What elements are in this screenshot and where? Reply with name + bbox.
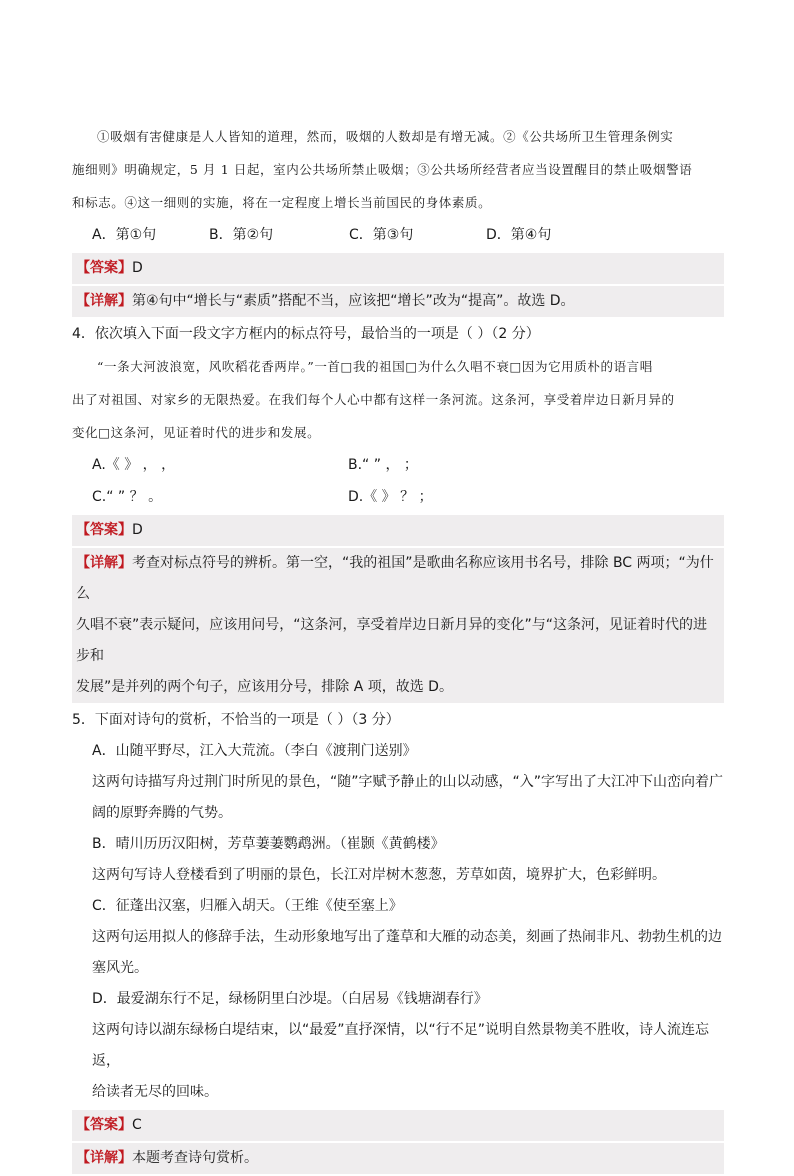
q5-option-c: C．征蓬出汉塞，归雁入胡天。（王维《使至塞上》 (92, 898, 403, 914)
q5-analysis-c: 这两句运用拟人的修辞手法，生动形象地写出了蓬草和大雁的动态美，刻画了热闹非凡、勃勃生机的边 (92, 929, 722, 945)
q4-stem: 4．依次填入下面一段文字方框内的标点符号，最恰当的一项是（ ）（2 分） (72, 326, 540, 342)
q5-analysis-c: 塞风光。 (92, 960, 148, 976)
q5-option-d: D．最爱湖东行不足，绿杨阴里白沙堤。（白居易《钱塘湖春行》 (92, 991, 488, 1007)
q5-detail (72, 1143, 724, 1174)
q5-analysis-b: 这两句写诗人登楼看到了明丽的景色，长江对岸树木葱葱，芳草如茵，境界扩大，色彩鲜明。 (92, 867, 666, 883)
q3-options (72, 219, 724, 251)
detail-tag: 【详解】 (76, 293, 132, 309)
q3-option-d: D．第④句 (486, 227, 552, 243)
detail-text: 发展”是并列的两个句子，应该用分号，排除 A 项，故选 D。 (76, 679, 453, 695)
answer-tag: 【答案】 (76, 1117, 132, 1133)
q4-option-a: A.《 》 ， ， (92, 457, 176, 473)
q4-passage (72, 350, 724, 449)
q3-passage-line: 施细则》明确规定，5 月 1 日起，室内公共场所禁止吸烟；③公共场所经营者应当设置醒目的禁止吸烟警语 (72, 162, 693, 177)
q3-passage-line: ①吸烟有害健康是人人皆知的道理，然而，吸烟的人数却是有增无减。②《公共场所卫生管理条例实 (97, 129, 674, 144)
q4-detail (72, 548, 724, 703)
q4-passage-line: 变化□这条河，见证着时代的进步和发展。 (72, 425, 321, 440)
answer-tag: 【答案】 (76, 260, 132, 276)
answer-value: C (132, 1117, 142, 1133)
q4-option-b: B.“ ” ， ； (348, 457, 418, 473)
q5-analysis-d: 给读者无尽的回味。 (92, 1084, 218, 1100)
detail-text: 第④句中“增长与“素质”搭配不当，应该把“增长”改为“提高”。故选 D。 (132, 293, 575, 309)
q3-passage-line: 和标志。④这一细则的实施，将在一定程度上增长当前国民的身体素质。 (72, 195, 492, 210)
q4-passage-line: 出了对祖国、对家乡的无限热爱。在我们每个人心中都有这样一条河流。这条河，享受着岸边日新月异的 (72, 392, 675, 407)
q4-passage-line: “一条大河波浪宽，风吹稻花香两岸。”一首□我的祖国□为什么久唱不衰□因为它用质朴的语言唱 (97, 359, 653, 374)
q5-analysis-a: 阔的原野奔腾的气势。 (92, 805, 232, 821)
q5-stem: 5．下面对诗句的赏析，不恰当的一项是（ ）（3 分） (72, 712, 400, 728)
detail-text: 本题考查诗句赏析。 (132, 1150, 258, 1166)
q4-answer (72, 515, 724, 546)
q4-options-row1 (72, 449, 724, 481)
answer-tag: 【答案】 (76, 522, 132, 538)
answer-value: D (132, 260, 143, 276)
detail-text: 久唱不衰”表示疑问，应该用问号，“这条河，享受着岸边日新月异的变化”与“这条河，见证着时代的进步和 (76, 617, 708, 664)
q3-detail (72, 286, 724, 317)
q3-option-c: C．第③句 (349, 227, 414, 243)
q3-passage (72, 120, 724, 219)
q3-option-b: B．第②句 (209, 227, 274, 243)
q4-option-c: C.“ ” ？ 。 (92, 489, 163, 505)
q4-options-row2 (72, 481, 724, 513)
q5-answer (72, 1110, 724, 1141)
answer-value: D (132, 522, 143, 538)
q5-analysis-d: 这两句诗以湖东绿杨白堤结束，以“最爱”直抒深情，以“行不足”说明自然景物美不胜收，诗人流连忘返， (92, 1022, 710, 1069)
q3-option-a: A．第①句 (92, 227, 157, 243)
q5-option-a: A．山随平野尽，江入大荒流。（李白《渡荆门送别》 (92, 743, 417, 759)
q5-analysis-a: 这两句诗描写舟过荆门时所见的景色，“随”字赋予静止的山以动感，“入”字写出了大江冲下山峦向着广 (92, 774, 724, 790)
q4-option-d: D.《 》 ？ ； (348, 489, 433, 505)
page-content (72, 120, 724, 1176)
q5-option-b: B．晴川历历汉阳树，芳草萋萋鹦鹉洲。（崔颢《黄鹤楼》 (92, 836, 445, 852)
detail-text: 考查对标点符号的辨析。第一空，“我的祖国”是歌曲名称应该用书名号，排除 BC 两项；“为什么 (76, 555, 714, 602)
detail-tag: 【详解】 (76, 555, 132, 571)
detail-tag: 【详解】 (76, 1150, 132, 1166)
q3-answer (72, 253, 724, 284)
